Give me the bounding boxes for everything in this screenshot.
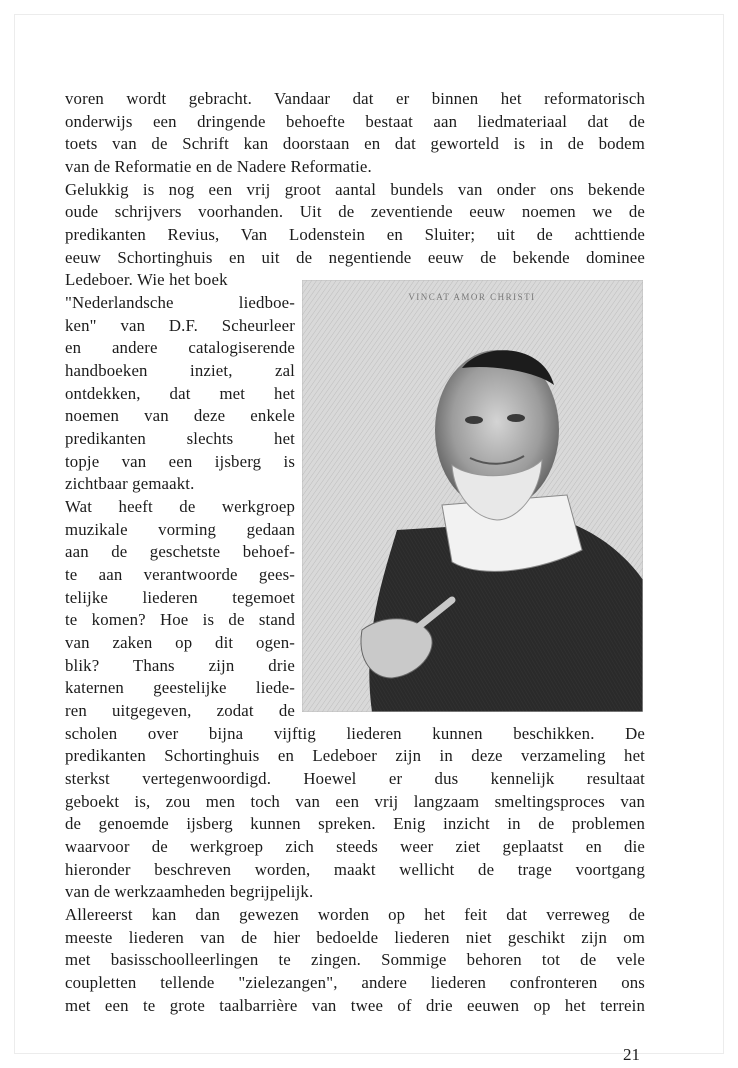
portrait-engraving xyxy=(302,280,643,712)
text-line: noemen van deze enkele xyxy=(65,406,295,425)
text-line: aan de geschetste behoef- xyxy=(65,542,295,561)
text-line: eeuw Schortinghuis en uit de negentiende eeuw de bekende dominee xyxy=(65,248,645,267)
text-line: van de werkzaamheden begrijpelijk. xyxy=(65,882,314,901)
text-line: ontdekken, dat met het xyxy=(65,384,295,403)
text-line: predikanten Schortinghuis en Ledeboer zijn in deze verzameling het xyxy=(65,746,645,765)
text-line: met basisschoolleerlingen te zingen. Sommige behoren tot de vele xyxy=(65,950,645,969)
text-line: muzikale vorming gedaan xyxy=(65,520,295,539)
text-line: met een te grote taalbarrière van twee of drie eeuwen op het terrein xyxy=(65,996,645,1015)
text-line: "Nederlandsche liedboe- xyxy=(65,293,295,312)
text-line: predikanten slechts het xyxy=(65,429,295,448)
text-line: sterkst vertegenwoordigd. Hoewel er dus kennelijk resultaat xyxy=(65,769,645,788)
text-line: blik? Thans zijn drie xyxy=(65,656,295,675)
text-line: onderwijs een dringende behoefte bestaat aan liedmateriaal dat de xyxy=(65,112,645,131)
text-line: Allereerst kan dan gewezen worden op het feit dat verreweg de xyxy=(65,905,645,924)
text-line: de genoemde ijsberg kunnen spreken. Enig inzicht in de problemen xyxy=(65,814,645,833)
text-line: handboeken inziet, zal xyxy=(65,361,295,380)
text-line: meeste liederen van de hier bedoelde liederen niet geschikt zijn om xyxy=(65,928,645,947)
text-line: coupletten tellende "zielezangen", andere liederen confronteren ons xyxy=(65,973,645,992)
text-line: hieronder beschreven worden, maakt wellicht de trage voortgang xyxy=(65,860,645,879)
text-line: voren wordt gebracht. Vandaar dat er binnen het reformatorisch xyxy=(65,89,645,108)
text-line: geboekt is, zou men toch van een vrij langzaam smeltingsproces van xyxy=(65,792,645,811)
text-line: topje van een ijsberg is xyxy=(65,452,295,471)
text-line: Wat heeft de werkgroep xyxy=(65,497,295,516)
portrait-inscription: VINCAT AMOR CHRISTI xyxy=(408,292,536,302)
text-line: oude schrijvers voorhanden. Uit de zeventiende eeuw noemen we de xyxy=(65,202,645,221)
text-line: van zaken op dit ogen- xyxy=(65,633,295,652)
text-line: ken" van D.F. Scheurleer xyxy=(65,316,295,335)
page-number: 21 xyxy=(623,1045,640,1064)
text-line: toets van de Schrift kan doorstaan en dat geworteld is in de bodem xyxy=(65,134,645,153)
text-line: zichtbaar gemaakt. xyxy=(65,474,195,493)
text-line: scholen over bijna vijftig liederen kunnen beschikken. De xyxy=(65,724,645,743)
text-line: ren uitgegeven, zodat de xyxy=(65,701,295,720)
text-line: te aan verantwoorde gees- xyxy=(65,565,295,584)
text-line: katernen geestelijke liede- xyxy=(65,678,295,697)
text-line: predikanten Revius, Van Lodenstein en Sluiter; uit de achttiende xyxy=(65,225,645,244)
document-page xyxy=(14,14,724,1064)
text-line: telijke liederen tegemoet xyxy=(65,588,295,607)
text-line: van de Reformatie en de Nadere Reformatie. xyxy=(65,157,372,176)
text-line: en andere catalogiserende xyxy=(65,338,295,357)
text-line: te komen? Hoe is de stand xyxy=(65,610,295,629)
text-line: Ledeboer. Wie het boek xyxy=(65,270,228,289)
text-line: waarvoor de werkgroep zich steeds weer ziet geplaatst en die xyxy=(65,837,645,856)
text-line: Gelukkig is nog een vrij groot aantal bundels van onder ons bekende xyxy=(65,180,645,199)
